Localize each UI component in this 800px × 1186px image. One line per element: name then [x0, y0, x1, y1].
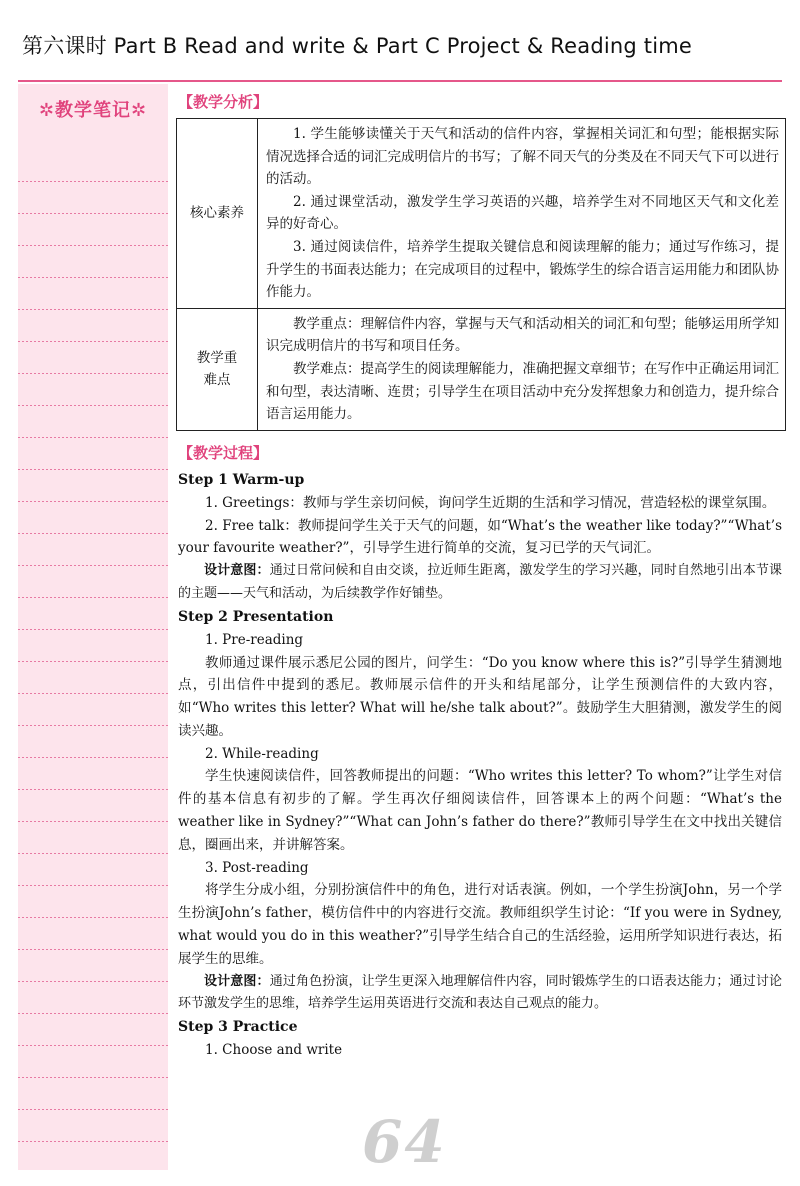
core-literacy-label: 核心素养 [177, 119, 258, 309]
core-item-2: 2. 通过课堂活动，激发学生学习英语的兴趣，培养学生对不同地区天气和文化差异的好奇心。 [266, 193, 779, 233]
while-reading-title: 2. While-reading [205, 745, 319, 762]
step2-design-intent [178, 971, 782, 1017]
pre-reading-title: 1. Pre-reading [205, 631, 304, 648]
step1-greetings: 1. Greetings：教师与学生亲切问候，询问学生近期的生活和学习情况，营造轻松的课堂氛围。 [205, 494, 776, 511]
key-item-2: 教学难点：提高学生的阅读理解能力，准确把握文章细节；在写作中正确运用词汇和句型，表达清晰、连贯；引导学生在项目活动中充分发挥想象力和创造力，提升综合语言运用能力。 [266, 360, 779, 423]
process-heading: 【教学过程】 [178, 443, 269, 462]
step3-title: Step 3 Practice [178, 1019, 298, 1036]
step1-title: Step 1 Warm-up [178, 471, 305, 488]
step2-design-text: 通过角色扮演，让学生更深入地理解信件内容，同时锻炼学生的口语表达能力；通过讨论环节激发学生的思维，培养学生运用英语进行交流和表达自己观点的能力。 [178, 973, 782, 1012]
header-divider [18, 80, 782, 82]
post-reading-title: 3. Post-reading [205, 859, 309, 876]
core-item-3: 3. 通过阅读信件，培养学生提取关键信息和阅读理解的能力；通过写作练习，提升学生的书面表达能力；在完成项目的过程中，锻炼学生的综合语言运用能力和团队协作能力。 [266, 238, 779, 301]
core-item-1: 1. 学生能够读懂关于天气和活动的信件内容，掌握相关词汇和句型；能根据实际情况选择合适的词汇完成明信片的书写；了解不同天气的分类及在不同天气下可以进行的活动。 [266, 126, 779, 188]
main-content [178, 86, 782, 1062]
core-literacy-row [177, 119, 786, 309]
pre-reading-text: 教师通过课件展示悉尼公园的图片，问学生：“Do you know where this is?”引导学生猜测地点，引出信件中提到的悉尼。教师展示信件的开头和结尾部分，让学生预测信件的大致内容，如“Who writes this letter? What will he/she talk about?”。鼓励学生大胆猜测，激发学生的阅读兴趣。 [178, 654, 782, 739]
step3-choose-write: 1. Choose and write [205, 1042, 343, 1059]
step2-title: Step 2 Presentation [178, 608, 334, 625]
design-label: 设计意图： [204, 563, 270, 579]
analysis-heading: 【教学分析】 [178, 93, 269, 111]
post-reading-text: 将学生分成小组，分别扮演信件中的角色，进行对话表演。例如，一个学生扮演John，另一个学生扮演John’s father，模仿信件中的内容进行交流。教师组织学生讨论：“If you were in Sydney, what would you do in this weather?”引导学生结合自己的生活经验，运用所学知识进行表达，拓展学生的思维。 [178, 882, 782, 967]
notes-title: ✲教学笔记✲ [38, 100, 148, 121]
core-literacy-content [258, 119, 786, 309]
key-points-row [177, 308, 786, 430]
design-label: 设计意图： [204, 973, 270, 989]
key-label-line-2: 难点 [203, 372, 231, 389]
step1-design-text: 通过日常问候和自由交谈，拉近师生距离，激发学生的学习兴趣，同时自然地引出本节课的主题——天气和活动，为后续教学作好铺垫。 [178, 563, 782, 601]
analysis-table [176, 118, 786, 431]
teaching-notes-column [18, 84, 168, 1170]
key-points-content [258, 308, 786, 430]
step1-free-talk: 2. Free talk：教师提问学生关于天气的问题，如“What’s the weather like today?”“What’s your favourite weather?”，引导学生进行简单的交流，复习已学的天气词汇。 [178, 517, 782, 557]
process-body [178, 469, 782, 1062]
notes-ruled-lines [18, 150, 168, 1170]
key-item-1: 教学重点：理解信件内容，掌握与天气和活动相关的词汇和句型；能够运用所学知识完成明信片的书写和项目任务。 [266, 315, 779, 355]
page-number: 64 [362, 1108, 447, 1176]
key-label-line-1: 教学重 [196, 350, 238, 367]
while-reading-text: 学生快速阅读信件，回答教师提出的问题：“Who writes this letter? To whom?”让学生对信件的基本信息有初步的了解。学生再次仔细阅读信件，回答课本上的两个问题：“What’s the weather like in Sydney?”“What can John’s father do there?”教师引导学生在文中找出关键信息，圈画出来，并讲解答案。 [178, 768, 782, 853]
page-header: 第六课时 Part B Read and write & Part C Project & Reading time [22, 34, 693, 58]
key-points-label [177, 308, 258, 430]
step1-design-intent [178, 560, 782, 606]
